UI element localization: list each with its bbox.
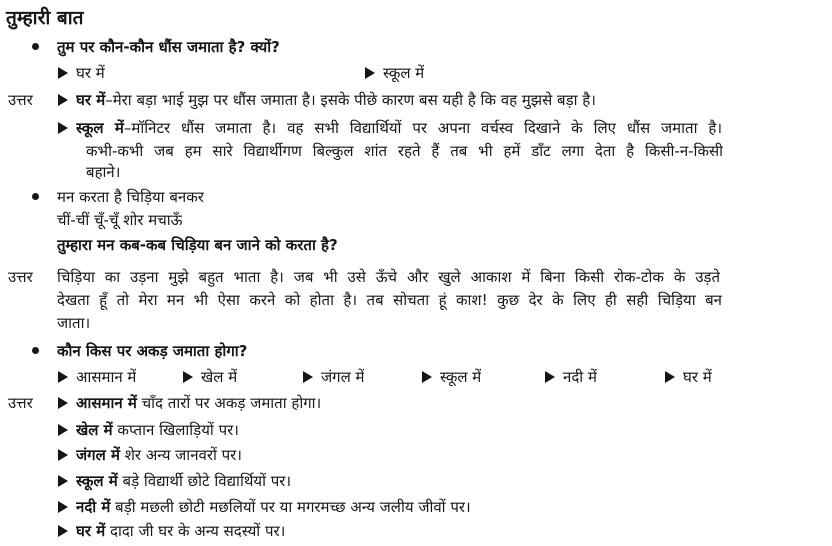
triangle-right-icon: [58, 94, 68, 106]
answer-key: घर में: [76, 522, 106, 540]
answer-line: कभी-कभी जब हम सारे विद्यार्थीगण बिल्कुल शांत रहते हैं तब भी हमें डाँट लगा देता है किसी-न-किसी: [86, 142, 723, 160]
option-3-3: जंगल में: [321, 368, 365, 386]
bullet-dot-icon: [32, 43, 39, 50]
answer-line: [76, 88, 776, 112]
answer-line: चिड़िया का उड़ना मुझे बहुत भाता है। जब भी उसे ऊँचे और खुले आकाश में बिना किसी रोक-टोक के उड़ते: [57, 268, 720, 286]
answer-key: स्कूल में: [76, 119, 124, 137]
option-3-5: नदी में: [563, 368, 597, 386]
answer-line: [76, 418, 816, 442]
triangle-right-icon: [58, 525, 68, 537]
answer-text: –मॉनिटर धौंस जमाता है। वह सभी विद्यार्थियों पर अपना वर्चस्व दिखाने के लिए धौंस जमाता है।: [123, 119, 722, 137]
answer-line: [76, 391, 816, 415]
question-3: कौन किस पर अकड़ जमाता होगा?: [57, 342, 248, 360]
answer-key: जंगल में: [76, 446, 120, 464]
triangle-right-icon: [58, 424, 68, 436]
triangle-right-icon: [303, 371, 313, 383]
triangle-right-icon: [58, 501, 68, 513]
triangle-right-icon: [422, 371, 432, 383]
answer-key: स्कूल में: [76, 472, 118, 490]
bullet-dot-icon: [32, 193, 39, 200]
answer-key: खेल में: [76, 421, 113, 439]
section-heading: तुम्हारी बात: [6, 7, 84, 29]
answer-line: [76, 469, 816, 493]
answer-key: घर में: [76, 91, 106, 109]
answer-label: उत्तर: [8, 394, 33, 412]
poem-line: चीं-चीं चूँ-चूँ शोर मचाऊँ: [57, 211, 183, 229]
answer-line: बहाने।: [86, 163, 121, 181]
option-3-4: स्कूल में: [440, 368, 482, 386]
triangle-right-icon: [365, 67, 375, 79]
answer-text: दादा जी घर के अन्य सदस्यों पर।: [109, 522, 286, 540]
answer-line: [76, 495, 816, 519]
triangle-right-icon: [58, 397, 68, 409]
triangle-right-icon: [58, 122, 68, 134]
answer-label: उत्तर: [8, 91, 33, 109]
answer-text: बड़े विद्यार्थी छोटे विद्यार्थियों पर।: [122, 472, 292, 490]
triangle-right-icon: [58, 449, 68, 461]
answer-key: नदी में: [76, 498, 111, 516]
triangle-right-icon: [58, 67, 68, 79]
option-1-1: घर में: [76, 64, 105, 82]
answer-key: आसमान में: [76, 394, 137, 412]
answer-line: [76, 519, 816, 543]
option-3-6: घर में: [683, 368, 712, 386]
triangle-right-icon: [183, 371, 193, 383]
answer-text: –मेरा बड़ा भाई मुझ पर धौंस जमाता है। इसके पीछे कारण बस यही है कि वह मुझसे बड़ा है।: [105, 91, 596, 109]
bullet-dot-icon: [32, 347, 39, 354]
question-2: तुम्हारा मन कब-कब चिड़िया बन जाने को करता है?: [57, 236, 338, 254]
answer-line: [76, 116, 722, 140]
answer-text: कप्तान खिलाड़ियों पर।: [117, 421, 239, 439]
answer-line: [76, 443, 816, 467]
option-1-2: स्कूल में: [383, 64, 425, 82]
answer-line: देखता हूँ तो मेरा मन भी ऐसा करने को होता है। तब सोचता हूं काश! कुछ देर के लिए ही सही चिड़िया बन: [57, 291, 722, 309]
answer-text: बड़ी मछली छोटी मछलियों पर या मगरमच्छ अन्य जलीय जीवों पर।: [115, 498, 471, 516]
triangle-right-icon: [58, 371, 68, 383]
poem-line: मन करता है चिड़िया बनकर: [57, 188, 204, 206]
answer-label: उत्तर: [8, 268, 33, 286]
question-1: तुम पर कौन-कौन धौंस जमाता है? क्यों?: [57, 38, 280, 56]
answer-line: जाता।: [57, 314, 91, 332]
triangle-right-icon: [58, 475, 68, 487]
triangle-right-icon: [665, 371, 675, 383]
answer-text: चाँद तारों पर अकड़ जमाता होगा।: [141, 394, 322, 412]
answer-text: शेर अन्य जानवरों पर।: [124, 446, 242, 464]
option-3-2: खेल में: [201, 368, 238, 386]
option-3-1: आसमान में: [76, 368, 137, 386]
triangle-right-icon: [545, 371, 555, 383]
